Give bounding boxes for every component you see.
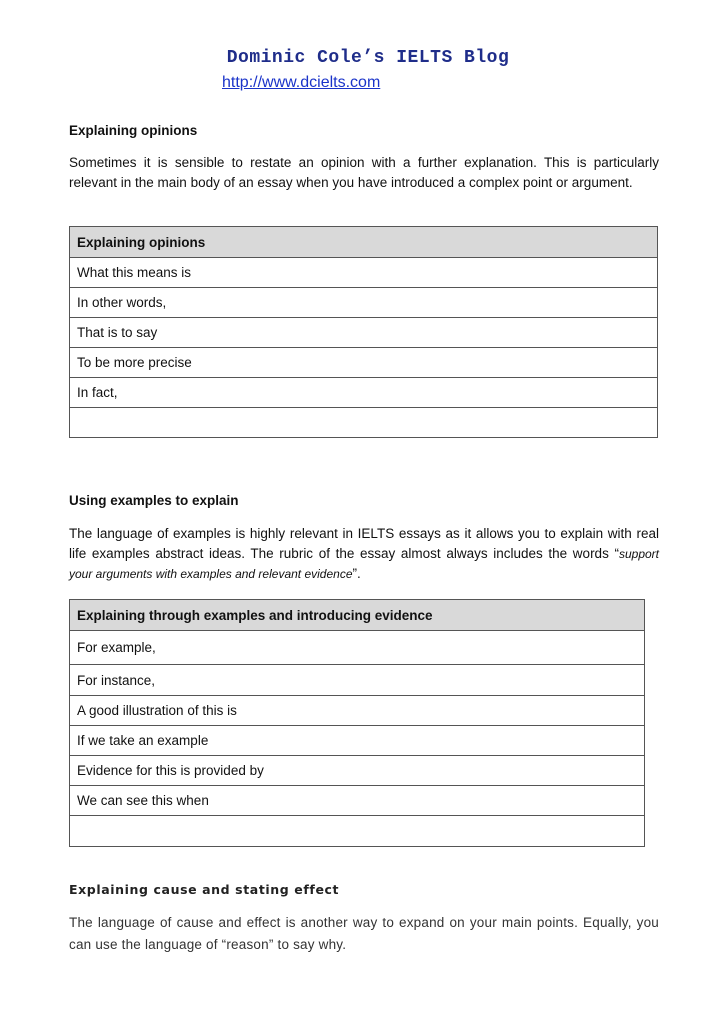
table-row: We can see this when: [70, 786, 645, 816]
table-row: In fact,: [70, 378, 658, 408]
examples-evidence-table: [69, 599, 645, 847]
table-row-empty: [70, 816, 645, 847]
table-row: In other words,: [70, 288, 658, 318]
table-row: If we take an example: [70, 726, 645, 756]
table-row: A good illustration of this is: [70, 696, 645, 726]
table-row: For instance,: [70, 665, 645, 696]
table-row: To be more precise: [70, 348, 658, 378]
table-header: Explaining through examples and introducing evidence: [70, 600, 645, 631]
section-paragraph-cause-effect: The language of cause and effect is another way to expand on your main points. Equally, you can use the language of “reason” to say why.: [69, 915, 659, 952]
section-heading-cause-effect: Explaining cause and stating effect: [69, 882, 340, 897]
section-heading-explaining-opinions: Explaining opinions: [69, 123, 198, 138]
blog-title: Dominic Cole’s IELTS Blog: [226, 48, 510, 68]
table-row: That is to say: [70, 318, 658, 348]
explaining-opinions-table: [69, 226, 658, 438]
table-row: What this means is: [70, 258, 658, 288]
section-paragraph-explaining-opinions: Sometimes it is sensible to restate an opinion with a further explanation. This is particularly relevant in the main body of an essay when you have introduced a complex point or argument.: [69, 155, 659, 190]
table-row: Evidence for this is provided by: [70, 756, 645, 786]
section-heading-using-examples: Using examples to explain: [69, 493, 239, 508]
table-row: For example,: [70, 631, 645, 665]
rubric-quote: support your arguments with examples and relevant evidence: [69, 547, 659, 581]
table-row-empty: [70, 408, 658, 438]
section-paragraph-using-examples: The language of examples is highly relevant in IELTS essays as it allows you to explain with real life examples abstract ideas. The rubric of the essay almost always includes the words “support your arguments with examples and relevant evidence”.: [69, 526, 659, 581]
table-header: Explaining opinions: [70, 227, 658, 258]
blog-url-link[interactable]: http://www.dcielts.com: [222, 74, 381, 91]
